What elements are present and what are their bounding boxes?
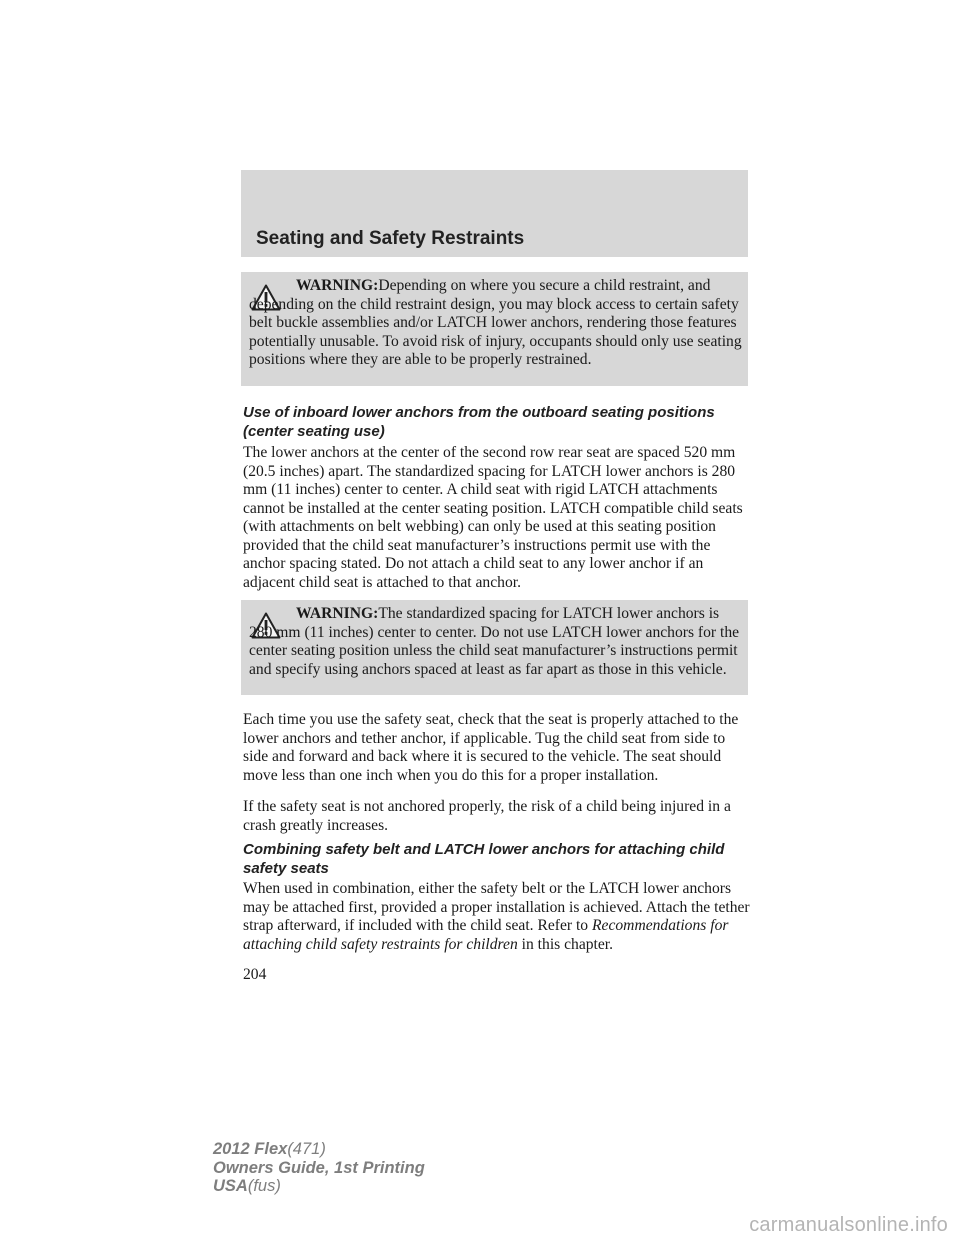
warning-text-2 bbox=[249, 605, 742, 679]
warning-body: The standardized spacing for LATCH lower anchors is 280 mm (11 inches) center to center. Do not use LATCH lower anchors for the center seating position unless the child seat manufacturer’s instructions permit and specify using anchors spaced at least as far apart as those in this vehicle. bbox=[249, 605, 740, 678]
paragraph-combining bbox=[243, 880, 753, 954]
warning-text-1 bbox=[249, 277, 742, 370]
paragraph-anchoring-risk: If the safety seat is not anchored properly, the risk of a child being injured in a crash greatly increases. bbox=[243, 798, 731, 834]
page-number: 204 bbox=[243, 966, 267, 983]
warning-box-1 bbox=[241, 272, 748, 386]
footer-model: 2012 Flex bbox=[213, 1140, 288, 1158]
page-section-title: Seating and Safety Restraints bbox=[256, 228, 525, 249]
paragraph-text: in this chapter. bbox=[521, 935, 614, 953]
watermark: carmanualsonline.info bbox=[749, 1214, 948, 1236]
document-footer bbox=[213, 1140, 425, 1196]
section-heading-combining: Combining safety belt and LATCH lower anchors for attaching child safety seats bbox=[243, 841, 725, 877]
warning-label: WARNING: bbox=[296, 277, 379, 294]
section-heading-center-seating: Use of inboard lower anchors from the outboard seating positions (center seating use) bbox=[243, 404, 715, 440]
cross-reference-link[interactable]: Recommendations for attaching child safety restraints for children bbox=[243, 917, 729, 953]
footer-market-code: (fus) bbox=[247, 1177, 281, 1195]
footer-market: USA bbox=[213, 1177, 248, 1195]
paragraph-text: When used in combination, either the safety belt or the LATCH lower anchors may be attached first, provided a proper installation is achieved. Attach the tether strap afterward, if included with the child seat. Refer to bbox=[243, 880, 750, 934]
warning-box-2 bbox=[241, 600, 748, 695]
footer-line-2: Owners Guide, 1st Printing bbox=[213, 1158, 425, 1177]
warning-body: Depending on where you secure a child restraint, and depending on the child restraint design, you may block access to certain safety belt buckle assemblies and/or LATCH lower anchors, rendering those features potentially unusable. To avoid risk of injury, occupants should only use seating positions where they are able to be properly restrained. bbox=[249, 277, 742, 368]
footer-line-1 bbox=[213, 1140, 425, 1159]
footer-model-code: (471) bbox=[287, 1140, 326, 1158]
footer-line-3 bbox=[213, 1177, 425, 1196]
paragraph-center-seating: The lower anchors at the center of the second row rear seat are spaced 520 mm (20.5 inches) apart. The standardized spacing for LATCH lower anchors is 280 mm (11 inches) center to center. A child seat with rigid LATCH attachments cannot be installed at the center seating position. LATCH compatible child seats (with attachments on belt webbing) can only be used at this seating position provided that the child seat manufacturer’s instructions permit use with the anchor spacing stated. Do not attach a child seat to any lower anchor if an adjacent child seat is attached to that anchor. bbox=[243, 444, 743, 591]
paragraph-installation-check: Each time you use the safety seat, check that the seat is properly attached to the lower anchors and tether anchor, if applicable. Tug the child seat from side to side and forward and back where it is secured to the vehicle. The seat should move less than one inch when you do this for a proper installation. bbox=[243, 711, 739, 784]
warning-label: WARNING: bbox=[296, 605, 379, 622]
